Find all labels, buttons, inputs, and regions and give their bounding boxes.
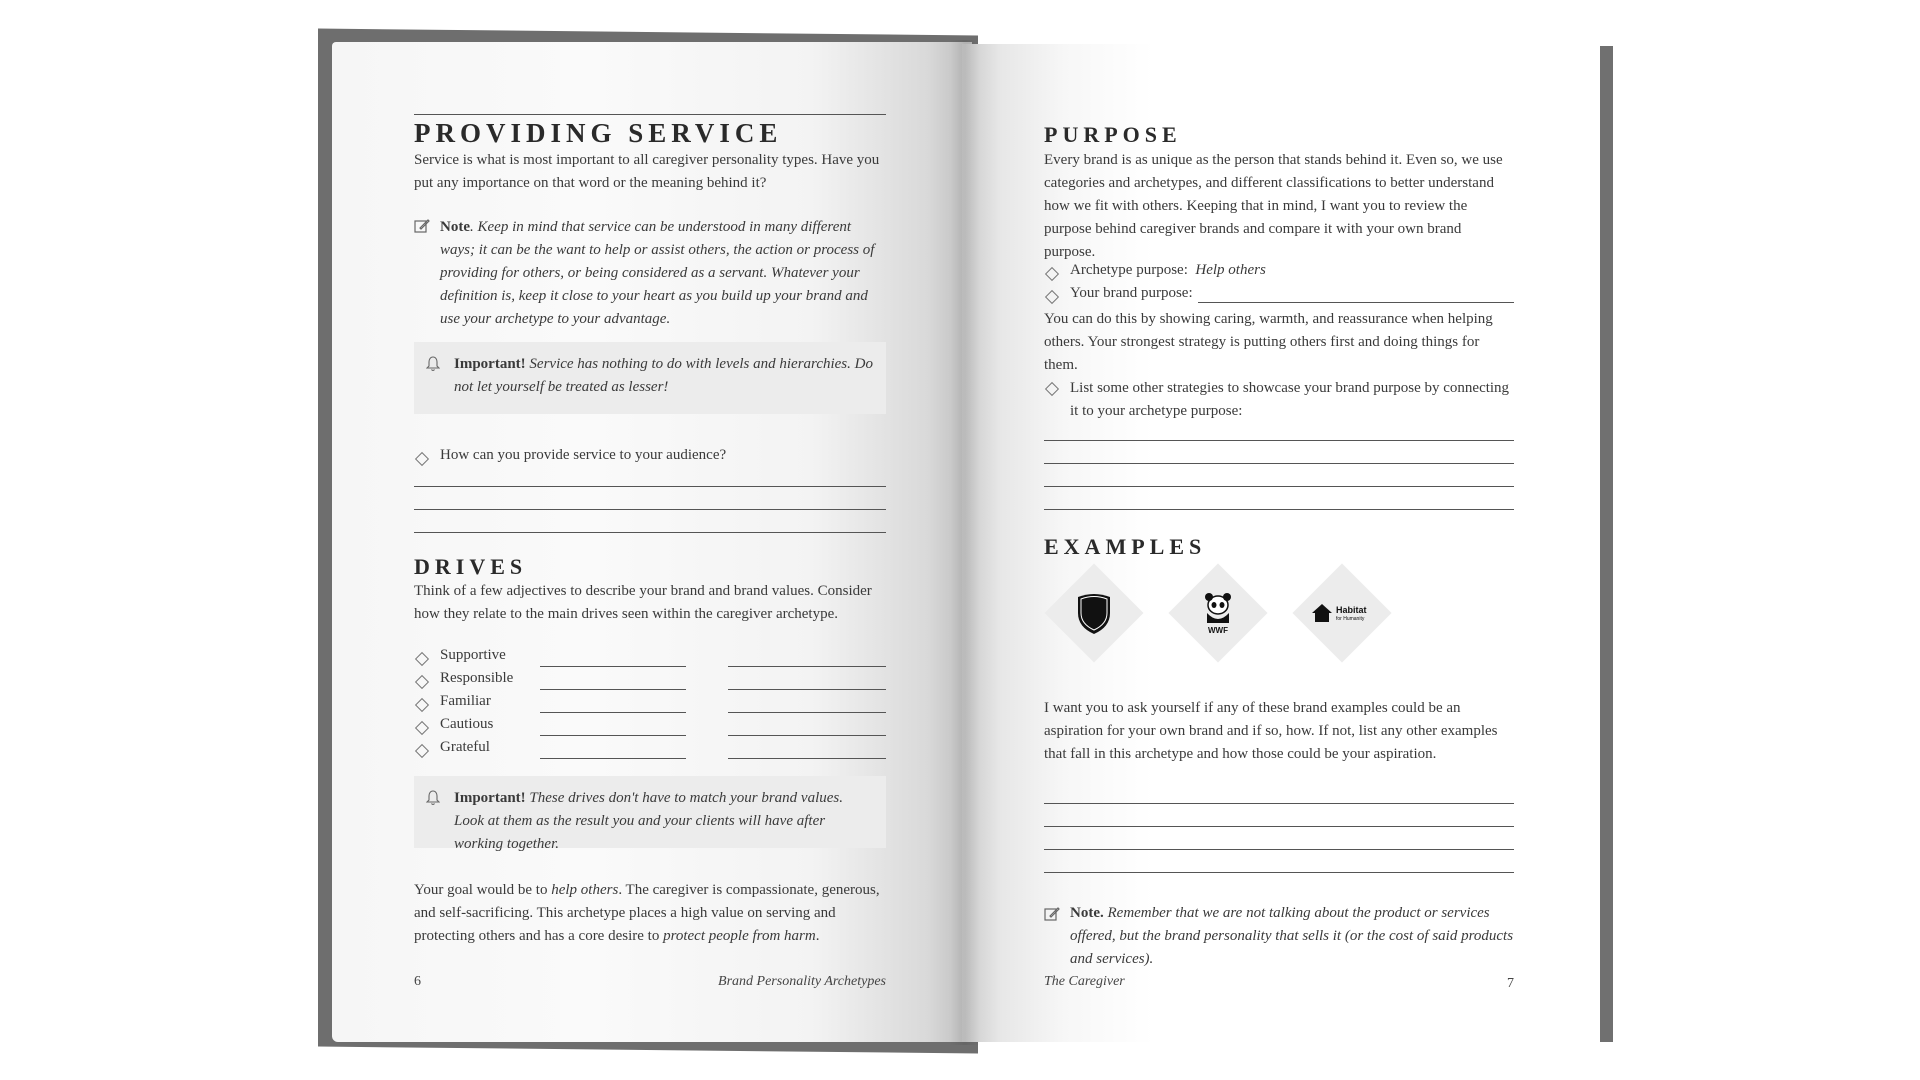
answer-line[interactable] [1044, 803, 1514, 804]
answer-line[interactable] [414, 509, 886, 510]
note-text: . Keep in mind that service can be understood in many different ways; it can be the want to help or assist others, the action or process of providing for others, or being considered as a servant. Whatever your definition is, keep it close to your heart as you build up your brand and use your archetype to your advantage. [440, 219, 875, 327]
answer-line[interactable] [1044, 872, 1514, 873]
important-box-service [414, 342, 886, 414]
important-text-service [454, 353, 874, 399]
archetype-purpose-value: Help others [1195, 262, 1266, 278]
brand-purpose-label: Your brand purpose: [1070, 285, 1193, 301]
archetype-purpose [1070, 262, 1266, 279]
running-title: The Caregiver [1044, 974, 1125, 989]
diamond-bullet-icon [415, 652, 429, 666]
purpose-heading: PURPOSE [1044, 122, 1182, 147]
important-label: Important! [454, 790, 526, 806]
note-label: Note [440, 219, 470, 235]
list-prompt: List some other strategies to showcase your brand purpose by connecting it to your archetype purpose: [1070, 380, 1510, 419]
goal-text: . The caregiver is compassionate, generous, and self-sacrificing. This archetype places a high value on serving and protecting others and has a core desire to [414, 882, 880, 944]
answer-line[interactable] [1044, 486, 1514, 487]
goal-emphasis: help others [551, 882, 619, 898]
bell-icon [426, 356, 440, 372]
important-body: Service has nothing to do with levels and hierarchies. Do not let yourself be treated as lesser! [454, 356, 873, 395]
important-label: Important! [454, 356, 526, 372]
answer-line[interactable] [1044, 826, 1514, 827]
diamond-bullet-icon [415, 675, 429, 689]
diamond-bullet-icon [415, 452, 429, 466]
examples-heading: EXAMPLES [1044, 534, 1207, 559]
important-body: These drives don't have to match your brand values. Look at them as the result you and your clients will have after working together. [454, 790, 843, 852]
providing-service-heading: PROVIDING SERVICE [414, 118, 783, 148]
note-label: Note. [1070, 905, 1104, 921]
purpose-intro: Every brand is as unique as the person that stands behind it. Even so, we use categories and archetypes, and different classifications to better understand how we fit with others. Keeping that in mind, I want you to review the purpose behind caregiver brands and compare it with your own brand purpose. [1044, 152, 1503, 260]
drive-item: Responsible [440, 670, 514, 686]
strategy-text: You can do this by showing caring, warmth, and reassurance when helping others. Your strongest strategy is putting others first and doing things for them. [1044, 311, 1493, 373]
habitat-logo-subtext: for Humanity [1336, 616, 1365, 622]
diamond-bullet-icon [415, 744, 429, 758]
right-page [962, 44, 1600, 1042]
top-rule [414, 114, 886, 115]
answer-line[interactable] [1044, 509, 1514, 510]
goal-text: Your goal would be to [414, 882, 552, 898]
service-question: How can you provide service to your audience? [440, 447, 727, 463]
important-box-drives [414, 776, 886, 852]
archetype-purpose-label: Archetype purpose: [1070, 262, 1188, 278]
drive-answer-line[interactable] [540, 712, 686, 713]
drive-item: Familiar [440, 693, 491, 709]
wwf-logo-text: WWF [1208, 626, 1228, 635]
left-page [332, 42, 972, 1042]
service-note [440, 216, 886, 331]
examples-text: I want you to ask yourself if any of these brand examples could be an aspiration for your own brand and if so, how. If not, list any other examples that fall in this archetype and how those could be your aspiration. [1044, 700, 1498, 762]
bell-icon [426, 790, 440, 806]
drive-item: Cautious [440, 716, 494, 732]
house-icon [1310, 601, 1374, 625]
page-number: 7 [1507, 976, 1514, 991]
note-text: Remember that we are not talking about the product or services offered, but the brand personality that sells it (or the cost of said products and services). [1070, 905, 1514, 967]
diamond-bullet-icon [1045, 267, 1059, 281]
running-title: Brand Personality Archetypes [718, 974, 886, 989]
drive-answer-line[interactable] [540, 735, 686, 736]
drive-answer-line[interactable] [728, 689, 886, 690]
edit-note-icon [1044, 906, 1060, 922]
drive-answer-line[interactable] [728, 712, 886, 713]
drive-item: Supportive [440, 647, 506, 663]
diamond-bullet-icon [415, 698, 429, 712]
drive-item: Grateful [440, 739, 490, 755]
drive-answer-line[interactable] [540, 666, 686, 667]
drives-heading: DRIVES [414, 554, 528, 579]
drive-answer-line[interactable] [540, 689, 686, 690]
drives-intro: Think of a few adjectives to describe your brand and brand values. Consider how they relate to the main drives seen within the caregiver archetype. [414, 583, 872, 622]
page-number: 6 [414, 974, 421, 989]
logo-salvation-army [1044, 563, 1144, 663]
drive-answer-line[interactable] [540, 758, 686, 759]
answer-line[interactable] [414, 532, 886, 533]
service-intro: Service is what is most important to all caregiver personality types. Have you put any importance on that word or the meaning behind it? [414, 152, 880, 191]
purpose-note [1070, 902, 1514, 971]
logo-wwf [1168, 563, 1268, 663]
drive-answer-line[interactable] [728, 735, 886, 736]
salvation-army-shield-icon [1074, 591, 1114, 635]
edit-note-icon [414, 218, 430, 234]
answer-line[interactable] [414, 486, 886, 487]
goal-emphasis: protect people from harm [663, 928, 816, 944]
gutter-shadow [950, 40, 980, 1045]
answer-line[interactable] [1044, 440, 1514, 441]
goal-text: . [815, 928, 820, 944]
diamond-bullet-icon [1045, 382, 1059, 396]
drive-answer-line[interactable] [728, 666, 886, 667]
important-text-drives [454, 787, 874, 856]
drive-answer-line[interactable] [728, 758, 886, 759]
answer-line[interactable] [1044, 849, 1514, 850]
logo-habitat [1292, 563, 1392, 663]
diamond-bullet-icon [1045, 290, 1059, 304]
answer-line[interactable] [1044, 463, 1514, 464]
diamond-bullet-icon [415, 721, 429, 735]
brand-purpose-line[interactable] [1198, 302, 1514, 303]
goal-paragraph [414, 879, 886, 948]
habitat-logo-text: Habitat [1336, 605, 1367, 615]
panda-icon [1201, 591, 1235, 635]
